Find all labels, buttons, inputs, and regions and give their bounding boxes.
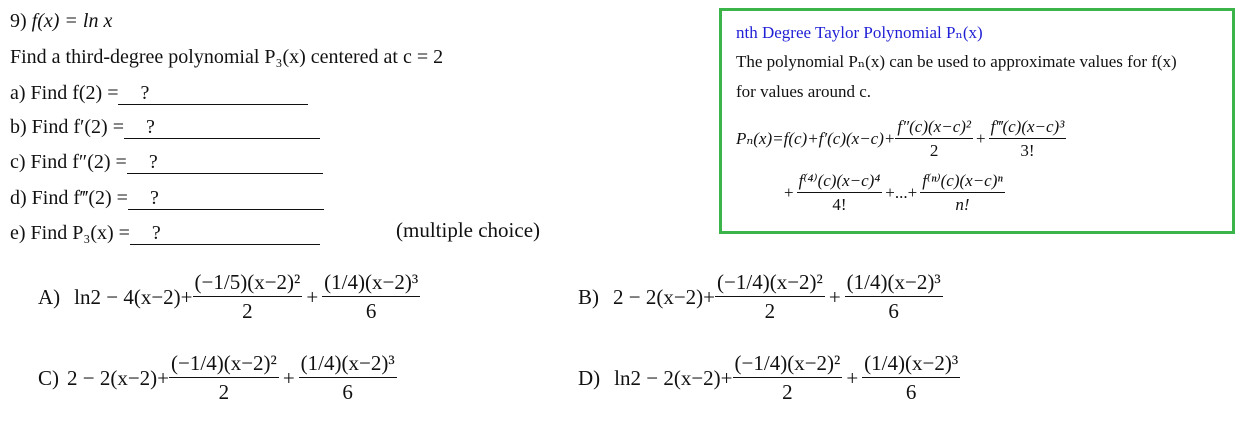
taylor-box-line2: for values around c. xyxy=(736,82,872,101)
choice-c-frac2 xyxy=(299,351,397,405)
multiple-choice-note: (multiple choice) xyxy=(396,218,541,242)
part-b-label: b) Find f′(2) = xyxy=(10,116,124,138)
taylor-box-title: nth Degree Taylor Polynomial Pₙ(x) xyxy=(736,23,983,42)
choice-b-label: B) xyxy=(578,284,599,309)
formula-lhs: Pₙ(x)=f(c)+f′(c)(x−c)+ xyxy=(736,129,896,148)
choice-d-den1: 2 xyxy=(782,380,793,404)
choice-a-plus: + xyxy=(306,284,319,309)
termn-numerator: f⁽ⁿ⁾(c)(x−c)ⁿ xyxy=(920,171,1005,193)
choice-c-frac1 xyxy=(169,351,279,405)
choice-c-num2: (1/4)(x−2)³ xyxy=(299,351,397,378)
choice-d-num2: (1/4)(x−2)³ xyxy=(862,351,960,378)
choice-a-den1: 2 xyxy=(242,299,253,323)
term4-denominator: 4! xyxy=(832,195,847,214)
choice-a-num1: (−1/5)(x−2)² xyxy=(193,270,303,297)
choice-c-num1: (−1/4)(x−2)² xyxy=(169,351,279,378)
part-d-label: d) Find f‴(2) = xyxy=(10,187,128,209)
part-e xyxy=(10,222,320,245)
part-c-label: c) Find f″(2) = xyxy=(10,151,127,173)
problem-function: f(x) = ln x xyxy=(31,10,113,32)
choice-a-frac2 xyxy=(322,270,420,324)
choice-d-den2: 6 xyxy=(905,380,917,404)
part-b-answer: ? xyxy=(124,116,320,139)
termn-denominator: n! xyxy=(955,195,970,214)
choice-c-plus: + xyxy=(282,365,295,390)
part-d xyxy=(10,187,324,210)
formula-term4 xyxy=(797,171,883,215)
formula-term3 xyxy=(989,117,1067,161)
choice-a-label: A) xyxy=(38,284,61,309)
part-c-answer: ? xyxy=(127,151,323,174)
part-d-answer: ? xyxy=(128,187,324,210)
choice-a-den2: 6 xyxy=(365,299,377,323)
part-e-label: e) Find P₃(x) = xyxy=(10,222,130,244)
choice-d-num1: (−1/4)(x−2)² xyxy=(733,351,843,378)
choice-d-label: D) xyxy=(578,365,601,390)
formula-term2 xyxy=(895,117,973,161)
choice-a-frac1 xyxy=(193,270,303,324)
problem-header xyxy=(10,10,112,33)
choice-d-frac1 xyxy=(733,351,843,405)
problem-task: Find a third-degree polynomial P₃(x) centered at c = 2 xyxy=(10,46,444,68)
part-a xyxy=(10,82,308,105)
part-b xyxy=(10,116,320,139)
choice-b-den1: 2 xyxy=(764,299,776,323)
choice-a-lead: ln2 − 4(x−2)+ xyxy=(74,284,193,309)
formula-termn xyxy=(920,171,1005,215)
choice-a[interactable] xyxy=(38,270,420,324)
term2-numerator: f″(c)(x−c)² xyxy=(895,117,973,139)
term3-denominator: 3! xyxy=(1020,141,1035,160)
taylor-box-line1: The polynomial Pₙ(x) can be used to approximate values for f(x) xyxy=(736,52,1177,71)
choice-b-den2: 6 xyxy=(888,299,899,323)
choice-b-plus: + xyxy=(828,284,841,309)
choice-c-label: C) xyxy=(38,365,59,390)
choice-d-lead: ln2 − 2(x−2)+ xyxy=(614,365,733,390)
choice-b-num2: (1/4)(x−2)³ xyxy=(845,270,943,297)
problem-number: 9) xyxy=(10,10,27,32)
choice-b-lead: 2 − 2(x−2)+ xyxy=(613,284,716,309)
taylor-formula-row2 xyxy=(784,171,1005,215)
term4-numerator: f⁽⁴⁾(c)(x−c)⁴ xyxy=(797,171,883,193)
formula-plus-2: + xyxy=(784,183,794,202)
term2-denominator: 2 xyxy=(929,141,939,160)
part-a-answer: ? xyxy=(118,82,308,105)
taylor-polynomial-box xyxy=(719,8,1235,234)
choice-c[interactable] xyxy=(38,351,397,405)
choice-b[interactable] xyxy=(578,270,943,324)
formula-plus: + xyxy=(976,129,986,148)
choice-d-frac2 xyxy=(862,351,960,405)
choice-d-plus: + xyxy=(846,365,859,390)
choice-d[interactable] xyxy=(578,351,960,405)
part-e-answer: ? xyxy=(130,222,320,245)
formula-dots: +...+ xyxy=(885,183,918,202)
part-a-label: a) Find f(2) = xyxy=(10,82,119,104)
choice-a-num2: (1/4)(x−2)³ xyxy=(322,270,420,297)
choice-b-frac1 xyxy=(715,270,825,324)
taylor-formula-row1 xyxy=(736,117,1066,161)
choice-c-den1: 2 xyxy=(218,380,230,404)
choice-b-num1: (−1/4)(x−2)² xyxy=(715,270,825,297)
choice-b-frac2 xyxy=(845,270,943,324)
part-c xyxy=(10,151,323,174)
choice-c-den2: 6 xyxy=(342,380,353,404)
choice-c-lead: 2 − 2(x−2)+ xyxy=(67,365,170,390)
term3-numerator: f‴(c)(x−c)³ xyxy=(989,117,1067,139)
